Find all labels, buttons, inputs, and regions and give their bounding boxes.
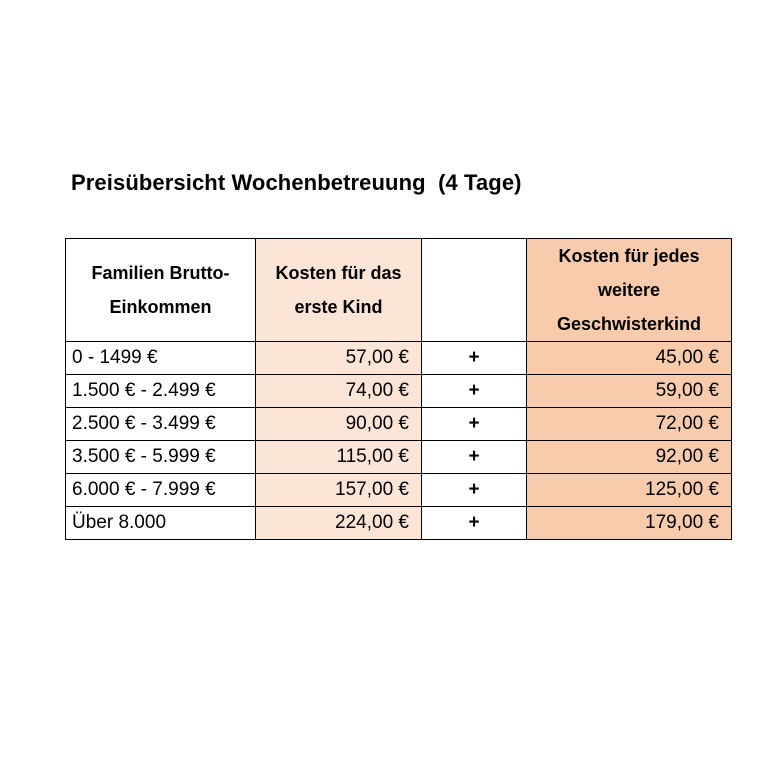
table-row	[66, 441, 732, 474]
cell-income: 0 - 1499 €	[66, 342, 256, 375]
cell-first-child: 115,00 €	[256, 441, 422, 474]
header-first-child-line: Kosten für das	[275, 263, 402, 283]
cell-sibling: 45,00 €	[527, 342, 732, 375]
table-header-row	[66, 239, 732, 342]
cell-first-child: 157,00 €	[256, 474, 422, 507]
price-table	[65, 238, 732, 540]
table-row	[66, 375, 732, 408]
cell-first-child: 90,00 €	[256, 408, 422, 441]
header-income-line: Familien Brutto-	[91, 263, 230, 283]
cell-plus: +	[422, 342, 527, 375]
cell-income: 2.500 € - 3.499 €	[66, 408, 256, 441]
header-sibling-line: Geschwisterkind	[556, 314, 702, 334]
cell-first-child: 224,00 €	[256, 507, 422, 540]
cell-plus: +	[422, 408, 527, 441]
page-title: Preisübersicht Wochenbetreuung (4 Tage)	[71, 170, 522, 195]
table-row	[66, 342, 732, 375]
header-first-child-line: erste Kind	[294, 297, 383, 317]
header-income	[66, 239, 256, 342]
header-sibling-line: Kosten für jedes	[558, 246, 700, 266]
table-row	[66, 474, 732, 507]
cell-plus: +	[422, 441, 527, 474]
cell-sibling: 92,00 €	[527, 441, 732, 474]
cell-first-child: 74,00 €	[256, 375, 422, 408]
cell-sibling: 125,00 €	[527, 474, 732, 507]
cell-plus: +	[422, 375, 527, 408]
cell-sibling: 59,00 €	[527, 375, 732, 408]
cell-plus: +	[422, 507, 527, 540]
cell-first-child: 57,00 €	[256, 342, 422, 375]
header-income-line: Einkommen	[109, 297, 212, 317]
header-operator	[422, 239, 527, 342]
cell-income: 6.000 € - 7.999 €	[66, 474, 256, 507]
cell-income: 1.500 € - 2.499 €	[66, 375, 256, 408]
header-sibling-line: weitere	[597, 280, 661, 300]
table-row	[66, 507, 732, 540]
cell-sibling: 72,00 €	[527, 408, 732, 441]
cell-plus: +	[422, 474, 527, 507]
cell-income: Über 8.000	[66, 507, 256, 540]
cell-sibling: 179,00 €	[527, 507, 732, 540]
cell-income: 3.500 € - 5.999 €	[66, 441, 256, 474]
table-row	[66, 408, 732, 441]
header-sibling	[527, 239, 732, 342]
header-first-child	[256, 239, 422, 342]
